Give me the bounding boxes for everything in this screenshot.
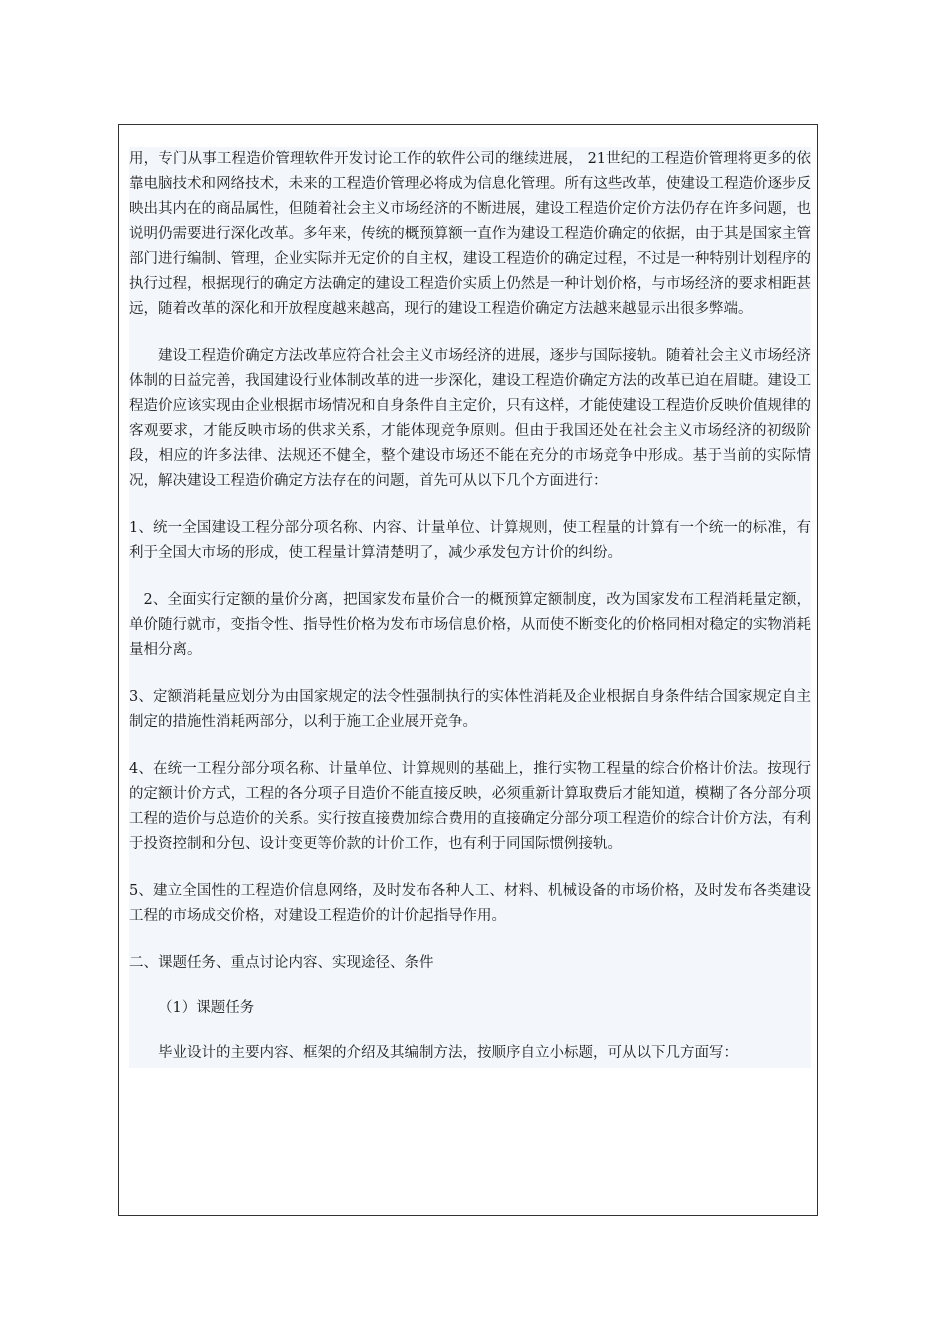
- paragraph-intro-continuation: 用，专门从事工程造价管理软件开发讨论工作的软件公司的继续进展， 21世纪的工程造价管理将更多的依靠电脑技术和网络技术，未来的工程造价管理必将成为信息化管理。所有这些改革，使建设工程造价逐步反映出其内在的商品属性，但随着社会主义市场经济的不断进展，建设工程造价定价方法仍存在许多问题，也说明仍需要进行深化改革。多年来，传统的概预算额一直作为建设工程造价确定的依据，由于其是国家主管部门进行编制、管理，企业实际并无定价的自主权，建设工程造价的确定过程，不过是一种特别计划程序的执行过程，根据现行的确定方法确定的建设工程造价实质上仍然是一种计划价格，与市场经济的要求相距甚远，随着改革的深化和开放程度越来越高，现行的建设工程造价确定方法越来越显示出很多弊端。: [129, 151, 811, 317]
- section-heading: 二、课题任务、重点讨论内容、实现途径、条件: [129, 955, 434, 971]
- paragraph-reform-direction: 建设工程造价确定方法改革应符合社会主义市场经济的进展，逐步与国际接轨。随着社会主义市场经济体制的日益完善，我国建设行业体制改革的进一步深化，建设工程造价确定方法的改革已迫在眉睫。建设工程造价应该实现由企业根据市场情况和自身条件自主定价，只有这样，才能使建设工程造价反映价值规律的客观要求，才能反映市场的供求关系，才能体现竞争原则。但由于我国还处在社会主义市场经济的初级阶段，相应的许多法律、法规还不健全，整个建设市场还不能在充分的市场竞争中形成。基于当前的实际情况，解决建设工程造价确定方法存在的问题，首先可从以下几个方面进行：: [129, 348, 811, 489]
- list-item-1: 1、统一全国建设工程分部分项名称、内容、计量单位、计算规则，使工程量的计算有一个统一的标准，有利于全国大市场的形成，使工程量计算清楚明了，减少承发包方计价的纠纷。: [129, 520, 811, 561]
- list-item-4: 4、在统一工程分部分项名称、计量单位、计算规则的基础上，推行实物工程量的综合价格计价法。按现行的定额计价方式，工程的各分项子目造价不能直接反映，必须重新计算取费后才能知道，模糊了各分部分项工程的造价与总造价的关系。实行按直接费加综合费用的直接确定分部分项工程造价的综合计价方法，有利于投资控制和分包、设计变更等价款的计价工作，也有利于同国际惯例接轨。: [129, 761, 811, 852]
- list-item-3: 3、定额消耗量应划分为由国家规定的法令性强制执行的实体性消耗及企业根据自身条件结合国家规定自主制定的措施性消耗两部分，以利于施工企业展开竞争。: [129, 689, 811, 730]
- paragraph-task-description: 毕业设计的主要内容、框架的介绍及其编制方法，按顺序自立小标题，可从以下几方面写：: [158, 1045, 738, 1061]
- list-item-5: 5、建立全国性的工程造价信息网络，及时发布各种人工、材料、机械设备的市场价格，及时发布各类建设工程的市场成交价格，对建设工程造价的计价起指导作用。: [129, 883, 811, 924]
- document-frame: [118, 124, 818, 1216]
- subsection-heading: （1）课题任务: [158, 1000, 255, 1016]
- document-body: [129, 147, 811, 1068]
- list-item-2: 2、全面实行定额的量价分离，把国家发布量价合一的概预算定额制度，改为国家发布工程消耗量定额，单价随行就市，变指令性、指导性价格为发布市场信息价格，从而使不断变化的价格同相对稳定的实物消耗量相分离。: [129, 592, 811, 658]
